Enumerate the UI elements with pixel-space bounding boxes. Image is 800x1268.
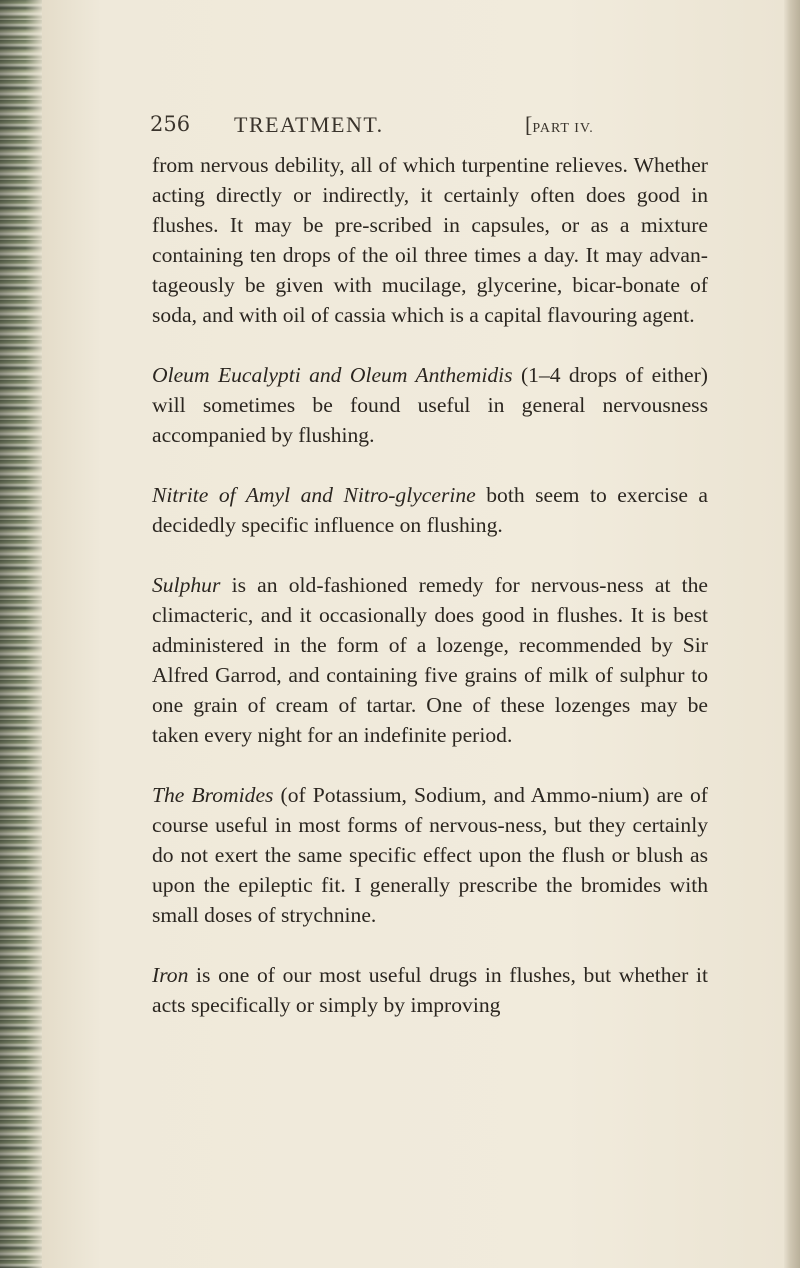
paragraph-text: is an old-fashioned remedy for nervous-ness at the climacteric, and it occasionally does good in flushes. It is best administered in the form of a lozenge, recommended by Sir Alfred Garrod, and containing five grains of milk of sulphur to one grain of cream of tartar. One of these lozenges may be taken every night for an indefinite period. <box>152 573 708 747</box>
paragraph-text: is one of our most useful drugs in flushes, but whether it acts specifically or simply by improving <box>152 963 708 1017</box>
paragraph-text: both seem to exercise a decidedly specific influence on flushing. <box>152 483 708 537</box>
paragraph-lead: Sulphur <box>152 573 221 597</box>
paragraph-lead: Iron <box>152 963 189 987</box>
paragraph-lead: The Bromides <box>152 783 274 807</box>
paragraph-bromides <box>152 780 708 930</box>
paragraph-iron <box>152 960 708 1020</box>
paragraph-text: from nervous debility, all of which turpentine relieves. Whether acting directly or indirectly, it certainly often does good in flushes. It may be pre-scribed in capsules, or as a mixture containing ten drops of the oil three times a day. It may advan-tageously be given with mucilage, glycerine, bicar-bonate of soda, and with oil of cassia which is a capital flavouring agent. <box>152 153 708 327</box>
page-number: 256 <box>150 112 191 136</box>
paragraph-sulphur <box>152 570 708 750</box>
chapter-title: TREATMENT. <box>234 112 384 137</box>
book-page <box>42 0 784 1268</box>
paragraph-lead: Nitrite of Amyl and Nitro-glycerine <box>152 483 476 507</box>
part-label-text: PART IV. <box>532 121 594 136</box>
book-binding-left-edge <box>0 0 42 1268</box>
paragraph-text: (of Potassium, Sodium, and Ammo-nium) are of course useful in most forms of nervous-ness, but they certainly do not exert the same specific effect upon the flush or blush as upon the epileptic fit. I generally prescribe the bromides with small doses of strychnine. <box>152 783 708 927</box>
book-binding-right-edge <box>784 0 800 1268</box>
paragraph-lead: Oleum Eucalypti and Oleum Anthemidis <box>152 363 513 387</box>
paragraph-text: (1–4 drops of either) will sometimes be found useful in general nervousness accompanied by flushing. <box>152 363 708 447</box>
running-head <box>150 112 710 142</box>
paragraph-oleum <box>152 360 708 450</box>
part-label <box>525 112 594 138</box>
paragraph-nitrite <box>152 480 708 540</box>
part-bracket: [ <box>525 112 533 137</box>
paragraph-turpentine <box>152 150 708 330</box>
body-text <box>152 150 708 1050</box>
